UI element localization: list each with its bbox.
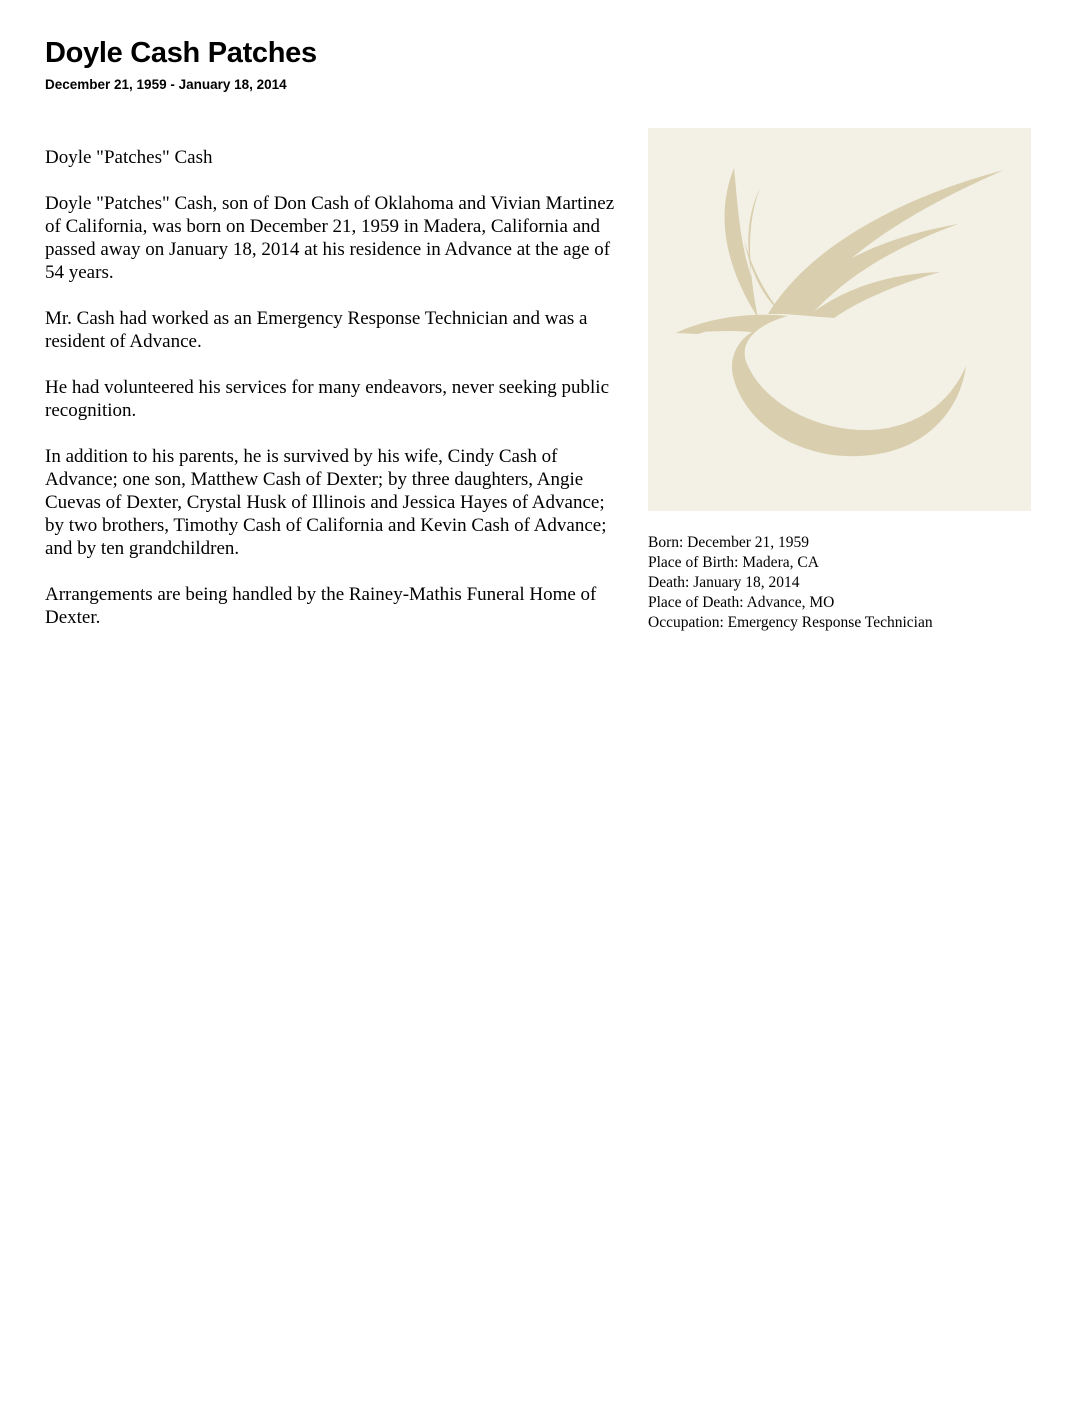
obituary-paragraph: Doyle "Patches" Cash, son of Don Cash of Oklahoma and Vivian Martinez of California, was born on December 21, 1959 in Madera, California and passed away on January 18, 2014 at his residence in Advance at the age of 54 years. [45, 193, 615, 283]
vital-facts [648, 533, 1048, 633]
memorial-image [648, 128, 1031, 511]
obituary-paragraph: Mr. Cash had worked as an Emergency Response Technician and was a resident of Advance. [45, 308, 588, 352]
obituary-paragraph: Doyle "Patches" Cash [45, 147, 213, 168]
obituary-header [45, 36, 645, 94]
place-of-death-fact: Place of Death: Advance, MO [648, 594, 835, 611]
page-title: Doyle Cash Patches [45, 37, 317, 69]
obituary-paragraph: He had volunteered his services for many endeavors, never seeking public recognition. [45, 377, 609, 421]
obituary-text [45, 146, 620, 652]
death-fact: Death: January 18, 2014 [648, 574, 800, 591]
place-of-birth-fact: Place of Birth: Madera, CA [648, 554, 819, 571]
born-fact: Born: December 21, 1959 [648, 534, 809, 551]
obituary-paragraph: In addition to his parents, he is survived by his wife, Cindy Cash of Advance; one son, Matthew Cash of Dexter; by three daughters, Angie Cuevas of Dexter, Crystal Husk of Illinois and Jessica Hayes of Advance; by two brothers, Timothy Cash of California and Kevin Cash of Advance; and by ten grandchildren. [45, 446, 607, 559]
dove-icon [648, 128, 1031, 511]
occupation-fact: Occupation: Emergency Response Technician [648, 614, 933, 631]
obituary-paragraph: Arrangements are being handled by the Rainey-Mathis Funeral Home of Dexter. [45, 584, 597, 628]
life-dates: December 21, 1959 - January 18, 2014 [45, 77, 287, 92]
